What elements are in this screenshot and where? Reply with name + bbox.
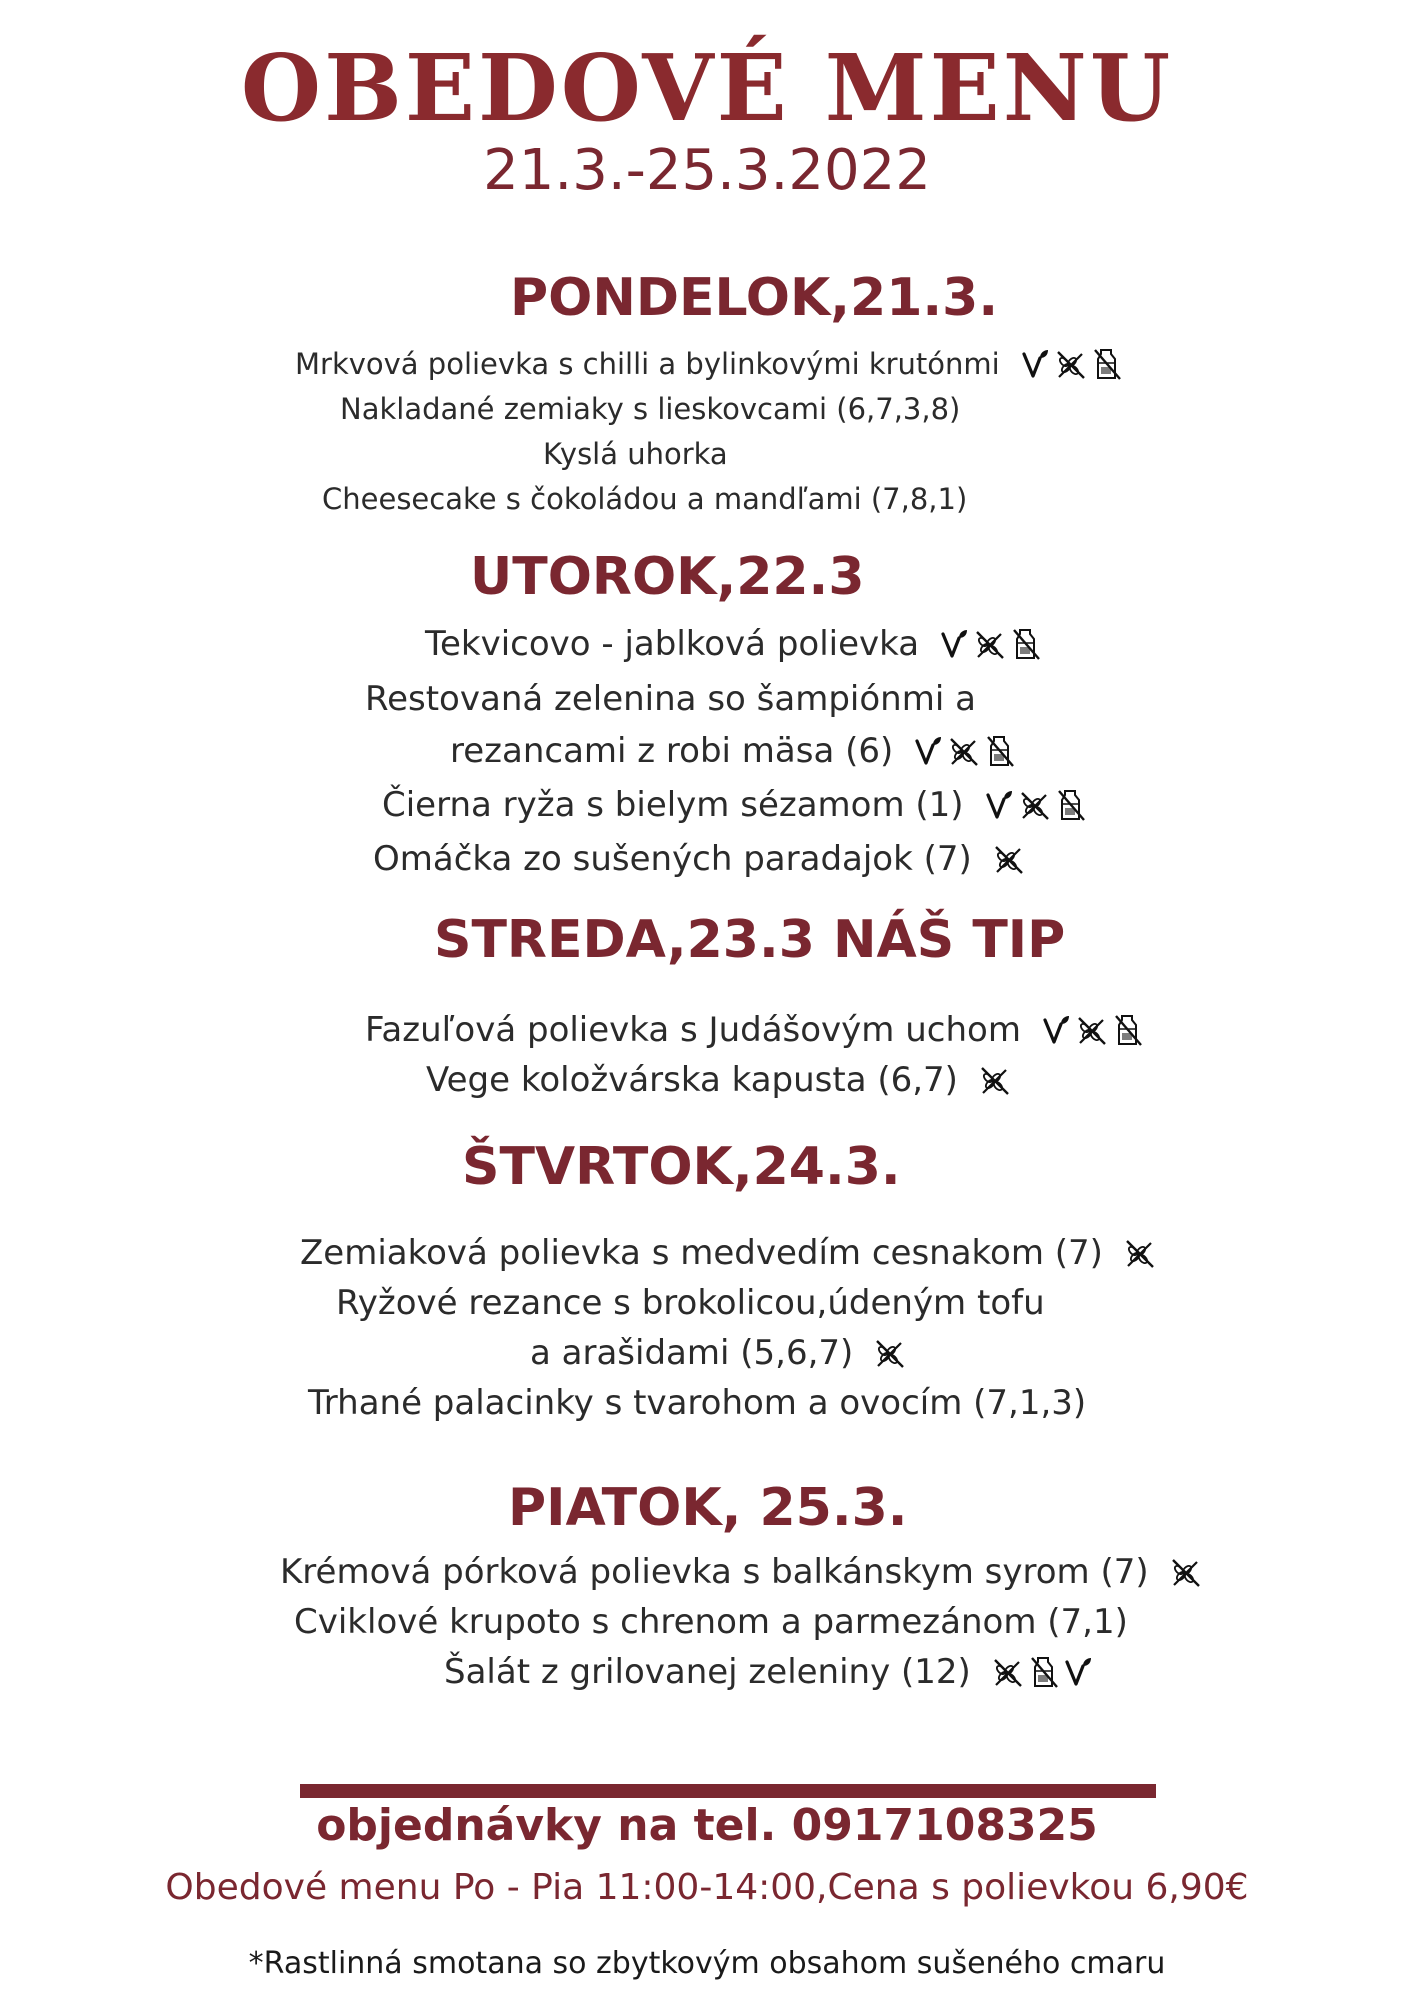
vegan-icon: [939, 628, 969, 660]
menu-item: [426, 1057, 1012, 1103]
menu-item-text: Mrkvová polievka s chilli a bylinkovými krutónmi: [295, 347, 1000, 381]
lactose-free-icon: [985, 734, 1015, 768]
lactose-free-icon: [1056, 788, 1086, 822]
menu-item: [300, 1230, 1157, 1276]
day-heading-thursday: ŠTVRTOK,24.3.: [462, 1137, 901, 1197]
menu-item: [382, 782, 1086, 828]
menu-dates: 21.3.-25.3.2022: [483, 138, 931, 203]
menu-item: [365, 1007, 1143, 1053]
menu-item-text: Trhané palacinky s tvarohom a ovocím (7,1,3): [308, 1383, 1087, 1423]
menu-item-text: a arašidami (5,6,7): [530, 1333, 854, 1373]
day-heading-friday: PIATOK, 25.3.: [508, 1478, 908, 1538]
vegan-icon: [1020, 348, 1050, 380]
gluten-free-icon: [1169, 1556, 1203, 1588]
menu-item-text: rezancami z robi mäsa (6): [450, 731, 894, 771]
order-phone: objednávky na tel. 0917108325: [316, 1800, 1098, 1851]
menu-item: [365, 676, 976, 722]
menu-item: [425, 621, 1041, 667]
gluten-free-icon: [992, 843, 1026, 875]
lactose-free-icon: [1029, 1655, 1059, 1689]
menu-item: [280, 1549, 1203, 1595]
gluten-free-icon: [991, 1656, 1025, 1688]
gluten-free-icon: [1075, 1014, 1109, 1046]
menu-item-text: Omáčka zo sušených paradajok (7): [373, 839, 972, 879]
menu-item: [295, 344, 1122, 384]
menu-hours-price: Obedové menu Po - Pia 11:00-14:00,Cena s polievkou 6,90€: [165, 1867, 1249, 1908]
menu-item: [340, 389, 960, 429]
menu-item-text: Cheesecake s čokoládou a mandľami (7,8,1): [322, 482, 968, 516]
menu-item-text: Šalát z grilovanej zeleniny (12): [444, 1652, 971, 1692]
day-heading-wednesday: STREDA,23.3 NÁŠ TIP: [434, 910, 1066, 970]
gluten-free-icon: [978, 1064, 1012, 1096]
day-heading-monday: PONDELOK,21.3.: [510, 268, 999, 328]
gluten-free-icon: [873, 1337, 907, 1369]
gluten-free-icon: [973, 628, 1007, 660]
menu-title: OBEDOVÉ MENU: [240, 34, 1174, 142]
menu-item-text: Ryžové rezance s brokolicou,údeným tofu: [336, 1283, 1045, 1323]
menu-item: [336, 1280, 1045, 1326]
menu-item: [450, 728, 1015, 774]
menu-item-text: Cviklové krupoto s chrenom a parmezánom (7,1): [294, 1602, 1128, 1642]
vegan-icon: [1041, 1014, 1071, 1046]
gluten-free-icon: [947, 735, 981, 767]
vegan-icon: [984, 789, 1014, 821]
footnote: *Rastlinná smotana so zbytkovým obsahom sušeného cmaru: [248, 1946, 1166, 1981]
menu-item: [444, 1649, 1093, 1695]
gluten-free-icon: [1018, 789, 1052, 821]
gluten-free-icon: [1123, 1237, 1157, 1269]
menu-item: [294, 1599, 1128, 1645]
menu-item-text: Restovaná zelenina so šampiónmi a: [365, 679, 976, 719]
menu-item: [373, 836, 1026, 882]
menu-item: [530, 1330, 907, 1376]
lactose-free-icon: [1092, 347, 1122, 381]
menu-item-text: Vege koložvárska kapusta (6,7): [426, 1060, 958, 1100]
menu-item: [543, 434, 728, 474]
menu-item-text: Tekvicovo - jablková polievka: [425, 624, 920, 664]
vegan-icon: [1063, 1656, 1093, 1688]
menu-item-text: Krémová pórková polievka s balkánskym syrom (7): [280, 1552, 1149, 1592]
menu-item-text: Čierna ryža s bielym sézamom (1): [382, 785, 964, 825]
menu-item: [308, 1380, 1086, 1426]
menu-item-text: Nakladané zemiaky s lieskovcami (6,7,3,8): [340, 392, 961, 426]
menu-item: [322, 479, 967, 519]
lactose-free-icon: [1011, 627, 1041, 661]
gluten-free-icon: [1054, 348, 1088, 380]
vegan-icon: [913, 735, 943, 767]
menu-item-text: Zemiaková polievka s medvedím cesnakom (7): [300, 1233, 1103, 1273]
menu-item-text: Fazuľová polievka s Judášovým uchom: [365, 1010, 1021, 1050]
menu-item-text: Kyslá uhorka: [543, 437, 728, 471]
day-heading-tuesday: UTOROK,22.3: [470, 547, 865, 607]
lactose-free-icon: [1113, 1013, 1143, 1047]
